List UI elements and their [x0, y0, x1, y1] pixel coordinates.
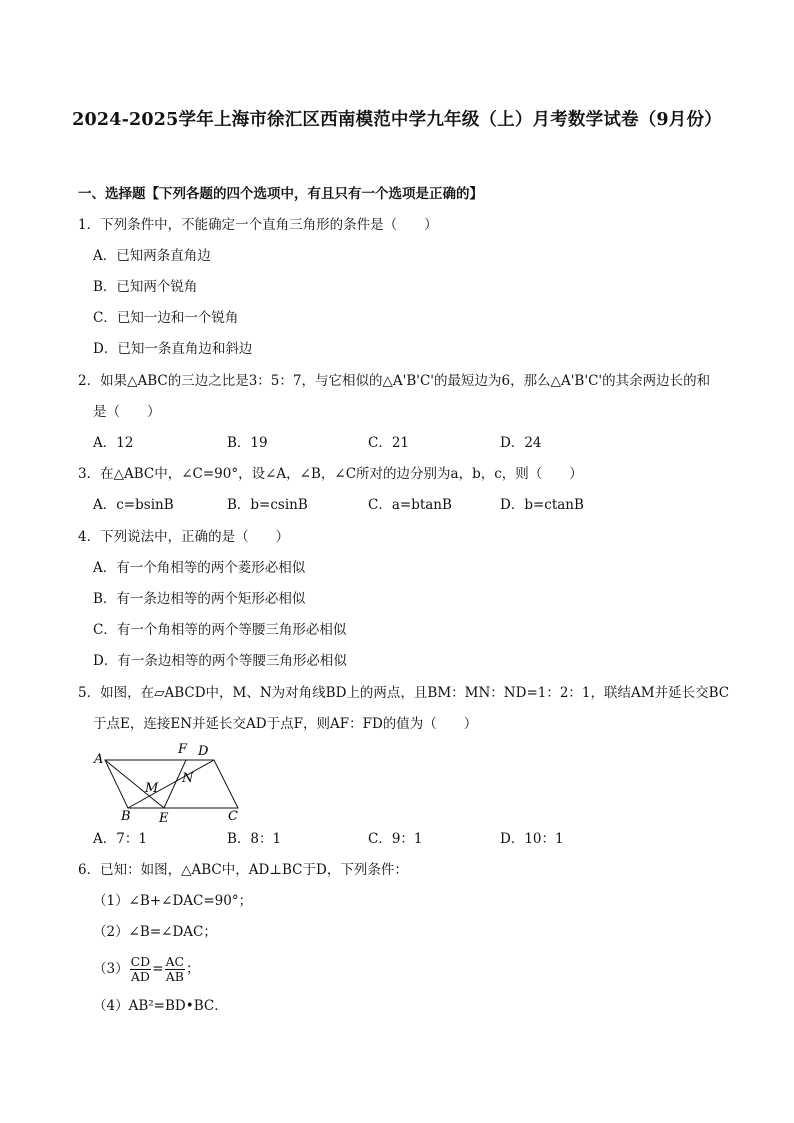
question-5-option-d[interactable]: D．10：1 [500, 831, 564, 847]
question-6-condition-1: （1）∠B+∠DAC=90°； [93, 893, 253, 909]
question-1-stem: 1．下列条件中，不能确定一个直角三角形的条件是（ ） [78, 217, 438, 233]
question-6-condition-4: （4）AB²=BD•BC． [93, 998, 228, 1014]
label-m: M [145, 781, 159, 796]
question-1-option-d[interactable]: D．已知一条直角边和斜边 [93, 341, 253, 357]
section-heading: 一、选择题【下列各题的四个选项中，有且只有一个选项是正确的】 [78, 186, 483, 202]
label-d: D [198, 744, 209, 759]
question-4-stem: 4．下列说法中，正确的是（ ） [78, 529, 290, 545]
question-6-condition-2: （2）∠B=∠DAC； [93, 924, 217, 940]
question-2-option-a[interactable]: A．12 [93, 435, 134, 451]
question-1-option-a[interactable]: A．已知两条直角边 [93, 248, 211, 264]
question-4-option-d[interactable]: D．有一条边相等的两个等腰三角形必相似 [93, 653, 347, 669]
question-2-stem-line2: 是（ ） [93, 404, 161, 420]
question-2-option-d[interactable]: D．24 [500, 435, 542, 451]
question-3-option-c[interactable]: C．a=btanB [368, 497, 452, 513]
diagonal-bd [128, 760, 214, 808]
question-2-stem-line1: 2．如果△ABC的三边之比是3：5：7，与它相似的△A'B'C'的最短边为6，那么△A'B'C'的其余两边长的和 [78, 373, 711, 389]
fraction-denominator: AB [165, 969, 184, 984]
question-2-option-c[interactable]: C．21 [368, 435, 410, 451]
fraction-numerator: AC [165, 954, 185, 969]
question-6-stem: 6．已知：如图，△ABC中，AD⊥BC于D，下列条件： [78, 862, 408, 878]
label-b: B [121, 809, 131, 823]
fraction-cd-ad [130, 955, 152, 984]
question-4-option-a[interactable]: A．有一个角相等的两个菱形必相似 [93, 560, 306, 576]
fraction-ac-ab [165, 955, 186, 984]
label-c: C [228, 809, 238, 823]
question-5-stem-line2: 于点E，连接EN并延长交AD于点F，则AF：FD的值为（ ） [93, 716, 478, 732]
question-3-option-a[interactable]: A．c=bsinB [93, 497, 174, 513]
question-2-option-b[interactable]: B．19 [227, 435, 268, 451]
parallelogram-figure [90, 738, 250, 823]
label-n: N [182, 771, 194, 786]
question-3-stem: 3．在△ABC中，∠C=90°，设∠A，∠B，∠C所对的边分别为a，b，c，则（ ） [78, 466, 583, 482]
question-4-option-c[interactable]: C．有一个角相等的两个等腰三角形必相似 [93, 622, 347, 638]
question-1-option-c[interactable]: C．已知一边和一个锐角 [93, 310, 239, 326]
question-6-condition-3 [93, 955, 200, 984]
question-1-option-b[interactable]: B．已知两个锐角 [93, 279, 198, 295]
question-3-option-b[interactable]: B．b=csinB [227, 497, 308, 513]
label-a: A [94, 752, 104, 767]
question-5-option-a[interactable]: A．7：1 [93, 831, 147, 847]
question-3-option-d[interactable]: D．b=ctanB [500, 497, 584, 513]
page-title: 2024-2025学年上海市徐汇区西南模范中学九年级（上）月考数学试卷（9月份） [72, 110, 722, 130]
equals-sign: = [152, 961, 164, 977]
fraction-denominator: AD [130, 969, 150, 984]
fraction-numerator: CD [130, 954, 151, 969]
condition-3-suffix: ； [186, 961, 200, 977]
question-5-stem-line1: 5．如图，在▱ABCD中，M、N为对角线BD上的两点，且BM：MN：ND=1：2：1，联结AM并延长交BC [78, 685, 730, 701]
question-5-option-b[interactable]: B．8：1 [227, 831, 282, 847]
label-f: F [178, 742, 188, 757]
label-e: E [159, 811, 169, 823]
question-5-option-c[interactable]: C．9：1 [368, 831, 423, 847]
question-4-option-b[interactable]: B．有一条边相等的两个矩形必相似 [93, 591, 306, 607]
condition-3-prefix: （3） [93, 961, 129, 977]
